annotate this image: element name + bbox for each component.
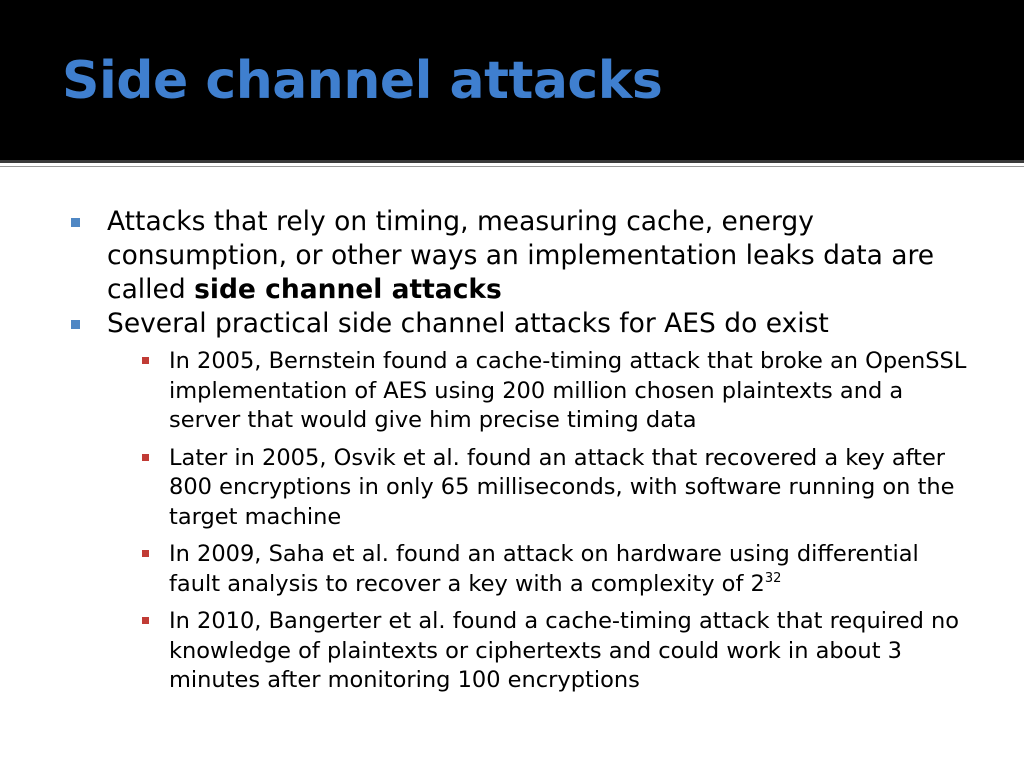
sub-bullet-bangerter-2010 (140, 607, 970, 696)
sub-bullet-bernstein-2005 (140, 347, 970, 436)
square-bullet-icon (142, 550, 149, 557)
superscript-exponent: 32 (764, 570, 782, 586)
sub-bullet-text: In 2009, Saha et al. found an attack on hardware using differential fault analysis to recover a key with a complexity of 2 (169, 541, 919, 597)
bullet-practical-attacks (70, 307, 970, 341)
header-divider-thin (0, 166, 1024, 167)
sub-bullet-list (140, 347, 970, 696)
slide-content (70, 205, 970, 704)
bullet-bold-term: side channel attacks (194, 274, 502, 305)
bullet-side-channel-definition (70, 205, 970, 307)
square-bullet-icon (71, 218, 80, 227)
bullet-text: Several practical side channel attacks for AES do exist (107, 308, 829, 339)
sub-bullet-text: In 2010, Bangerter et al. found a cache-timing attack that required no knowledge of plaintexts or ciphertexts and could work in about 3 minutes after monitoring 100 encryptions (169, 608, 960, 693)
square-bullet-icon (142, 357, 149, 364)
sub-bullet-osvik-2005 (140, 444, 970, 533)
bullet-text: Attacks that rely on timing, measuring cache, energy consumption, or other ways an implementation leaks data are called (107, 206, 935, 305)
sub-bullet-text: In 2005, Bernstein found a cache-timing attack that broke an OpenSSL implementation of AES using 200 million chosen plaintexts and a server that would give him precise timing data (169, 348, 967, 433)
sub-bullet-text: Later in 2005, Osvik et al. found an attack that recovered a key after 800 encryptions in only 65 milliseconds, with software running on the target machine (169, 444, 955, 530)
header-divider-thick (0, 160, 1024, 163)
slide-header (0, 0, 1024, 160)
sub-bullet-saha-2009 (140, 540, 970, 599)
slide-title: Side channel attacks (62, 51, 663, 111)
square-bullet-icon (71, 320, 80, 329)
square-bullet-icon (142, 454, 149, 461)
square-bullet-icon (142, 617, 149, 624)
